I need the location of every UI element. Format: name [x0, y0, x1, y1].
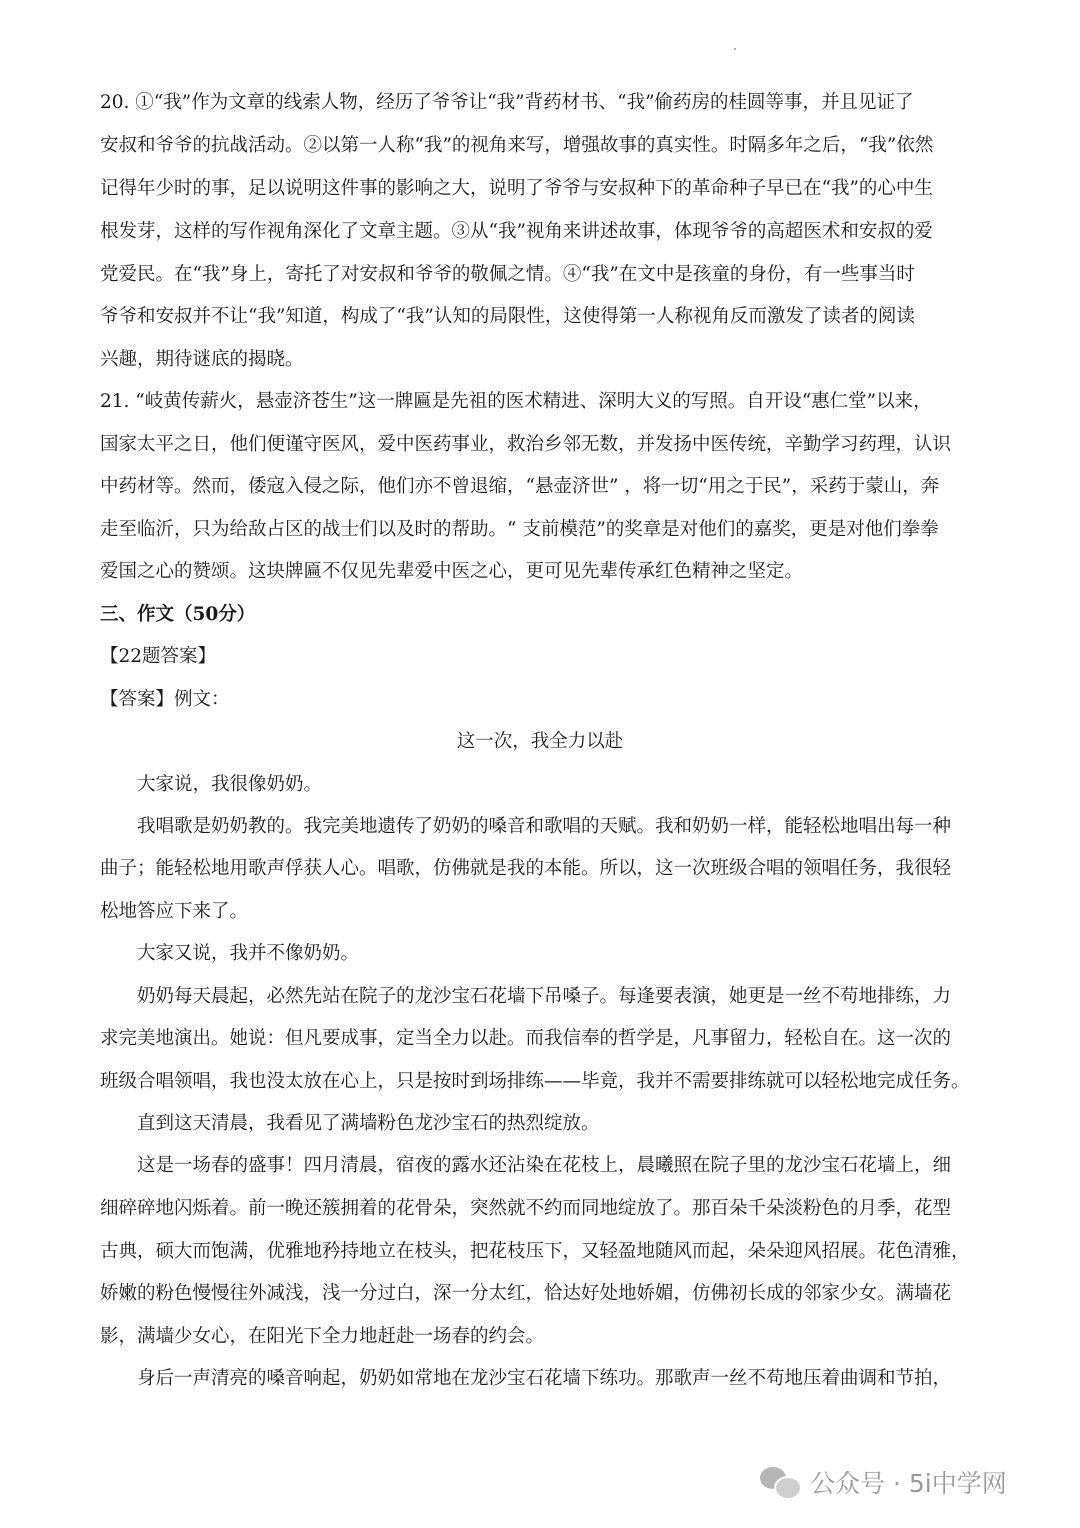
- essay-paragraph-7-line-1: 身后一声清亮的嗓音响起，奶奶如常地在龙沙宝石花墙下练功。那歌声一丝不苟地压着曲调和节拍，: [137, 1368, 952, 1389]
- answer-label: 【答案】例文：: [100, 689, 230, 710]
- essay-paragraph-5: 直到这天清晨，我看见了满墙粉色龙沙宝石的热烈绽放。: [137, 1113, 600, 1134]
- essay-paragraph-6-line-1: 这是一场春的盛事！四月清晨，宿夜的露水还沾染在花枝上，晨曦照在院子里的龙沙宝石花墙上，细: [137, 1155, 952, 1176]
- essay-paragraph-4-line-2: 求完美地演出。她说：但凡要成事，定当全力以赴。而我信奉的哲学是，凡事留力，轻松自在。这一次的: [100, 1028, 952, 1049]
- question-22-label: 【22题答案】: [100, 646, 217, 667]
- answer-21-line-4: 走至临沂，只为给敌占区的战士们以及时的帮助。“ 支前模范”的奖章是对他们的嘉奖，更是对他们拳拳: [100, 519, 939, 540]
- answer-20-line-4: 根发芽，这样的写作视角深化了文章主题。③从“我”视角来讲述故事，体现爷爷的高超医术和安叔的爱: [100, 221, 933, 242]
- essay-paragraph-2-line-3: 松地答应下来了。: [100, 901, 249, 922]
- answer-21-line-2: 国家太平之日，他们便谨守医风，爱中医药事业，救治乡邻无数，并发扬中医传统，辛勤学习药理，认识: [100, 434, 952, 455]
- essay-paragraph-4-line-3: 班级合唱领唱，我也没太放在心上，只是按时到场排练——毕竟，我并不需要排练就可以轻松地完成任务。: [100, 1071, 970, 1092]
- section-heading: 三、作文（50分）: [100, 604, 256, 625]
- answer-20-line-1: 20. ①“我”作为文章的线索人物，经历了爷爷让“我”背药材书、“我”偷药房的桂圆等事，并且见证了: [100, 92, 914, 113]
- answer-20-line-3: 记得年少时的事，足以说明这件事的影响之大，说明了爷爷与安叔种下的革命种子早已在“我”的心中生: [100, 178, 933, 199]
- watermark-text: 公众号 · 5i中学网: [810, 1469, 1007, 1498]
- answer-20-line-6: 爷爷和安叔并不让“我”知道，构成了“我”认知的局限性，这使得第一人称视角反而激发了读者的阅读: [100, 306, 915, 327]
- essay-paragraph-6-line-5: 影，满墙少女心，在阳光下全力地赶赴一场春的约会。: [100, 1326, 545, 1347]
- watermark: [760, 1460, 1007, 1504]
- answer-21-line-5: 爱国之心的赞颂。这块牌匾不仅见先辈爱中医之心，更可见先辈传承红色精神之坚定。: [100, 561, 804, 582]
- essay-paragraph-6-line-3: 古典，硕大而饱满，优雅地矜持地立在枝头，把花枝压下，又轻盈地随风而起，朵朵迎风招展。花色清雅，: [100, 1241, 970, 1262]
- answer-21-line-1: 21. “岐黄传薪火，悬壶济苍生”这一牌匾是先祖的医术精进、深明大义的写照。自开设“惠仁堂”以来，: [100, 391, 932, 412]
- answer-20-line-7: 兴趣，期待谜底的揭晓。: [100, 349, 304, 370]
- essay-paragraph-2-line-2: 曲子；能轻松地用歌声俘获人心。唱歌，仿佛就是我的本能。所以，这一次班级合唱的领唱任务，我很轻: [100, 858, 952, 879]
- essay-title: 这一次，我全力以赴: [456, 731, 624, 752]
- decorative-dot: [734, 48, 736, 50]
- essay-paragraph-3: 大家又说，我并不像奶奶。: [137, 943, 360, 964]
- answer-20-line-5: 党爱民。在“我”身上，寄托了对安叔和爷爷的敬佩之情。④“我”在文中是孩童的身份，有一些事当时: [100, 264, 915, 285]
- wechat-icon: [760, 1465, 800, 1499]
- essay-paragraph-1: 大家说，我很像奶奶。: [137, 774, 323, 795]
- answer-20-line-2: 安叔和爷爷的抗战活动。②以第一人称“我”的视角来写，增强故事的真实性。时隔多年之后，“我”依然: [100, 135, 934, 156]
- essay-paragraph-6-line-2: 细碎碎地闪烁着。前一晚还簇拥着的花骨朵，突然就不约而同地绽放了。那百朵千朵淡粉色的月季，花型: [100, 1198, 952, 1219]
- essay-paragraph-2-line-1: 我唱歌是奶奶教的。我完美地遗传了奶奶的嗓音和歌唱的天赋。我和奶奶一样，能轻松地唱出每一种: [137, 816, 952, 837]
- answer-21-line-3: 中药材等。然而，倭寇入侵之际，他们亦不曾退缩，“悬壶济世” ，将一切“用之于民”，采药于蒙山，奔: [100, 476, 940, 497]
- essay-paragraph-6-line-4: 娇嫩的粉色慢慢往外减浅，浅一分过白，深一分太红，恰达好处地娇媚，仿佛初长成的邻家少女。满墙花: [100, 1283, 952, 1304]
- essay-paragraph-4-line-1: 奶奶每天晨起，必然先站在院子的龙沙宝石花墙下吊嗓子。每逢要表演，她更是一丝不苟地排练，力: [137, 986, 952, 1007]
